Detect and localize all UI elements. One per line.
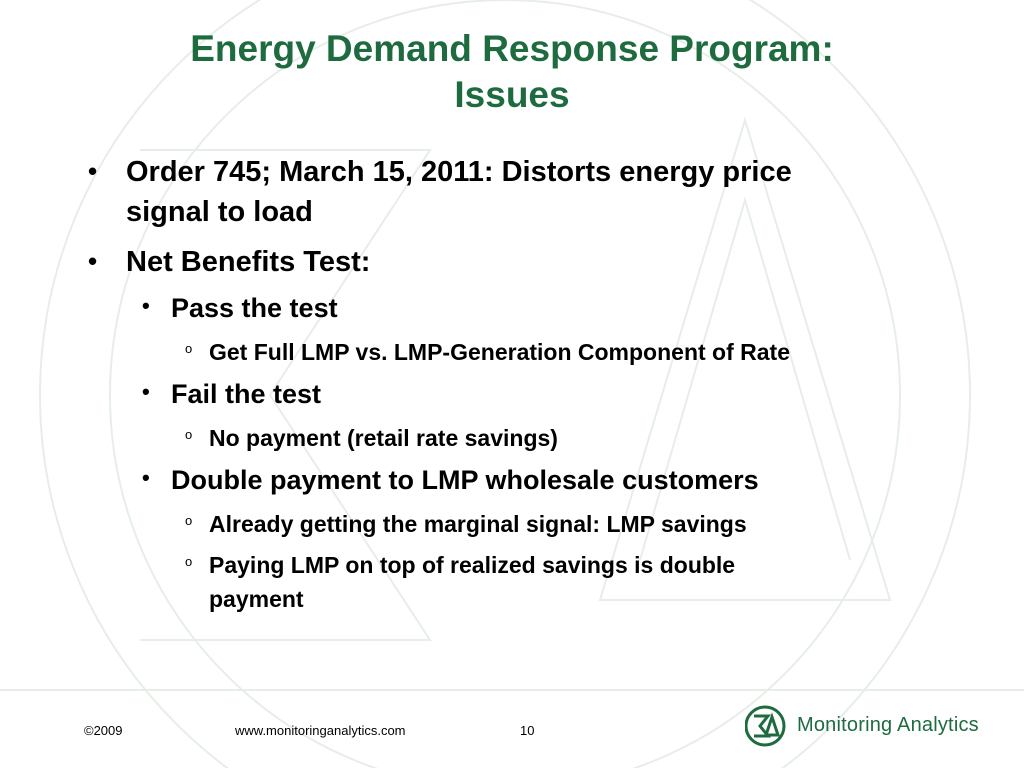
bullet-dot: •	[88, 246, 98, 276]
bullet-fail-sub: No payment (retail rate savings)	[209, 425, 558, 451]
bullet-circle: o	[185, 554, 193, 569]
logo-text: Monitoring Analytics	[797, 714, 979, 736]
footer-copyright: ©2009	[84, 723, 123, 738]
bullet-dot: •	[88, 156, 98, 186]
bullet-order-745-line-1: Order 745; March 15, 2011: Distorts energy price	[126, 156, 792, 188]
sigma-delta-logo-icon	[746, 707, 784, 745]
title-line-1: Energy Demand Response Program:	[190, 28, 834, 69]
bullet-circle: o	[185, 341, 193, 356]
bullet-double-payment: Double payment to LMP wholesale customers	[171, 465, 759, 495]
footer-url[interactable]: www.monitoringanalytics.com	[235, 723, 406, 738]
bullet-circle: o	[185, 513, 193, 528]
footer-page-number: 10	[520, 723, 535, 738]
bullet-order-745-line-2: signal to load	[126, 196, 313, 228]
bullet-double-sub-1: Already getting the marginal signal: LMP savings	[209, 511, 747, 537]
title-line-2: Issues	[454, 74, 570, 115]
bullet-net-benefits: Net Benefits Test:	[126, 246, 371, 278]
bullet-fail-test: Fail the test	[171, 379, 322, 409]
bullet-double-sub-2-line-1: Paying LMP on top of realized savings is double	[209, 552, 736, 578]
bullet-circle: o	[185, 427, 193, 442]
bullet-dot: •	[142, 293, 150, 318]
bullet-dot: •	[142, 465, 150, 490]
bullet-double-sub-2-line-2: payment	[209, 586, 304, 612]
bullet-pass-sub: Get Full LMP vs. LMP-Generation Component of Rate	[209, 339, 790, 365]
bullet-pass-test: Pass the test	[171, 293, 338, 323]
bullet-dot: •	[142, 379, 150, 404]
